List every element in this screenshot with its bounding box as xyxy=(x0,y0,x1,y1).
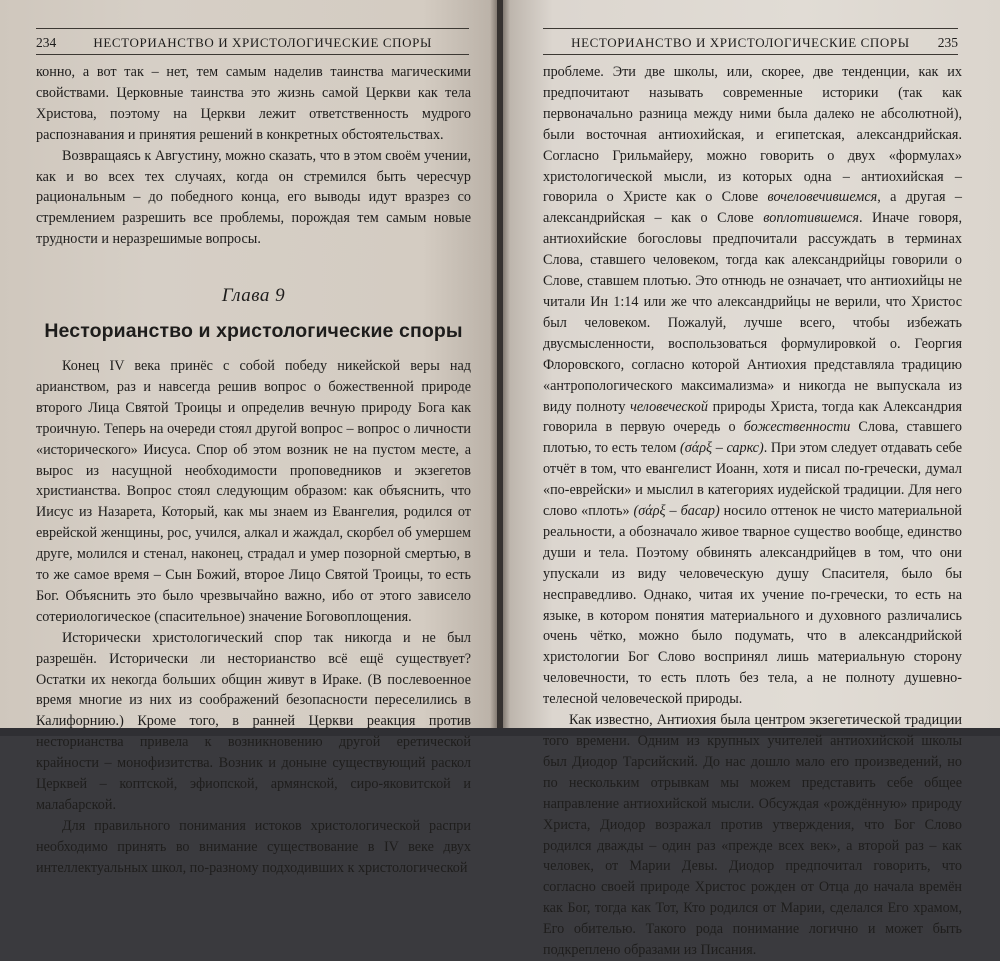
chapter-title: Несторианство и христологические споры xyxy=(44,320,463,343)
header-rule xyxy=(36,28,469,29)
running-header xyxy=(36,33,469,55)
page-number: 235 xyxy=(937,35,958,50)
chapter-number: Глава 9 xyxy=(221,285,286,307)
paragraph-augustine: Возвращаясь к Августину, можно сказать, что в этом своём учении, как и во всех тех случаях, когда он стремился быть чересчур рациональным – до победного конца, его выводы идут вразрез со стремлением разрешить все проблемы, порождая тем самым новые трудности и неразрешимые вопросы. xyxy=(36,147,471,248)
paragraph-1: Конец IV века принёс с собой победу никейской веры над арианством, раз и навсегда решив вопрос о божественной природе второго Лица Святой Троицы и определив вечную природу Бога как троичную. Теперь на очереди стоял другой вопрос – вопрос о личности «исторического» Иисуса. Спор об этом возник не на пустом месте, а вырос из насущной необходимости проповедников и экзегетов христианства. Вопрос стоял следующим образом: как объяснить, что Иисус из Назарета, Который, как мы знаем из Евангелия, родился от еврейской женщины, рос, учился, алкал и жаждал, скорбел об умершем друге, молился и стенал, наконец, страдал и умер позорной смертью, в то же самое время – Сын Божий, второе Лицо Святой Троицы, то есть Бог. Объяснить это было чрезвычайно важно, ибо от этого зависело сотериологическое (спасительное) значение Боговоплощения. xyxy=(36,357,471,625)
header-rule xyxy=(543,28,958,29)
book-gutter xyxy=(490,0,510,728)
paragraph-continuation: конно, а вот так – нет, тем самым наделив таинства магическими свойствами. Церковные таинства это жизнь самой Церкви как тела Христова, поэтому на Церкви лежит ответственность мудрого распознавания и принятия решений в конкретных обстоятельствах. xyxy=(36,64,471,143)
italic-text: человеческой xyxy=(630,398,708,415)
running-head-title: НЕСТОРИАНСТВО И ХРИСТОЛОГИЧЕСКИЕ СПОРЫ xyxy=(571,35,910,50)
paragraph-antioch: Как известно, Антиохия была центром экзегетической традиции того времени. Одним из крупных учителей антиохийской школы был Диодор Тарсийский. До нас дошло мало его произведений, но по нескольким отрывкам мы можем представить себе общее направление антиохийской мысли. Обсуждая «рождённую» природу Христа, Диодор возражал против утверждения, что Бог Слово родился дважды – один раз «прежде всех век», а второй раз – как человек, от Марии Девы. Диодор предпочитал говорить, что согласно своей природе Христос рожден от Отца до начала времён как Бог, тогда как Тот, Кто родился от Марии, сделался Его храмом, Его обителью. Такого рода понимание логично и может быть подкреплено образами из Писания. xyxy=(543,712,962,959)
page-body xyxy=(36,62,471,879)
italic-text: (σάρξ – басар) xyxy=(633,503,720,520)
paragraph-continuation: проблеме. Эти две школы, или, скорее, две тенденции, как их предпочитают называть современные историки (так как первоначально разница между ними была далеко не абсолютной), были восточная антиохийская, и египетская, александрийская. Согласно Грильмайеру, можно говорить о двух «формулах» христологической мысли, из которых одна – антиохийская – говорила о Христе как о Слове вочеловечившемся, а другая – александрийская – как о Слове воплотившемся. Иначе говоря, антиохийские богословы предпочитали рассуждать в терминах Слова, ставшего человеком, тогда как александрийцы говорили о Слове, ставшем плотью. Это отнюдь не означает, что антиохийцы не читали Ин 1:14 или же что александрийцы не верили, что Христос был человеком. Пожалуй, лучше всего, чтобы избежать двусмысленности, воспользоваться формулировкой о. Георгия Флоровского, согласно которой Антиохия представляла традицию «антропологического максимализма» и никогда не выпускала из виду полноту человеческой природы Христа, тогда как Александрия говорила в первую очередь о божественности Слова, ставшего плотью, то есть телом (σάρξ – саркс). При этом следует отдавать себе отчёт в том, что евангелист Иоанн, хотя и писал по-гречески, думал «по-еврейски» и мыслил в категориях иудейской традиции. Для него слово «плоть» (σάρξ – басар) носило оттенок не чисто материальной реальности, а обозначало живое тварное существо вообще, единство души и тела. Поэтому обвинять александрийцев в том, что они упускали из виду человеческую душу Спасителя, было бы несправедливо. Однако, читая их учение по-гречески, то есть на языке, в котором понятия материального и духовного различались очень чётко, можно было подумать, что в александрийской христологии Бог Слово воспринял лишь материальную сторону человечности, то есть плоть без тела, а не полноту душевно-телесной человеческой природы. xyxy=(543,64,963,708)
italic-text: воплотившемся xyxy=(763,210,859,227)
page-number: 234 xyxy=(36,35,57,50)
left-page xyxy=(0,0,497,876)
paragraph-2: Исторически христологический спор так никогда и не был разрешён. Исторически ли несторианство всё ещё существует? Остатки их некогда больших общин живут в Ираке. (В послевоенное время многие из них из соображений безопасности переселились в Калифорнию.) Кроме того, в ранней Церкви реакция против несторианства привела к возникновению другой еретической крайности – монофизитства. Возник и доныне существующий раскол Церквей – коптской, эфиопской, армянской, сиро-яковитской и малабарской. xyxy=(36,629,471,813)
page-body xyxy=(543,62,962,961)
running-header xyxy=(543,33,958,55)
italic-text: божественности xyxy=(743,419,851,436)
paragraph-3: Для правильного понимания истоков христологической распри необходимо принять во внимание существование в IV веке двух интеллектуальных школ, по-разному подходивших к христологической xyxy=(36,817,471,876)
running-head-title: НЕСТОРИАНСТВО И ХРИСТОЛОГИЧЕСКИЕ СПОРЫ xyxy=(93,35,432,50)
italic-text: (σάρξ – саркс) xyxy=(680,440,764,457)
right-page xyxy=(503,0,1000,959)
italic-text: вочеловечившемся xyxy=(767,189,878,206)
